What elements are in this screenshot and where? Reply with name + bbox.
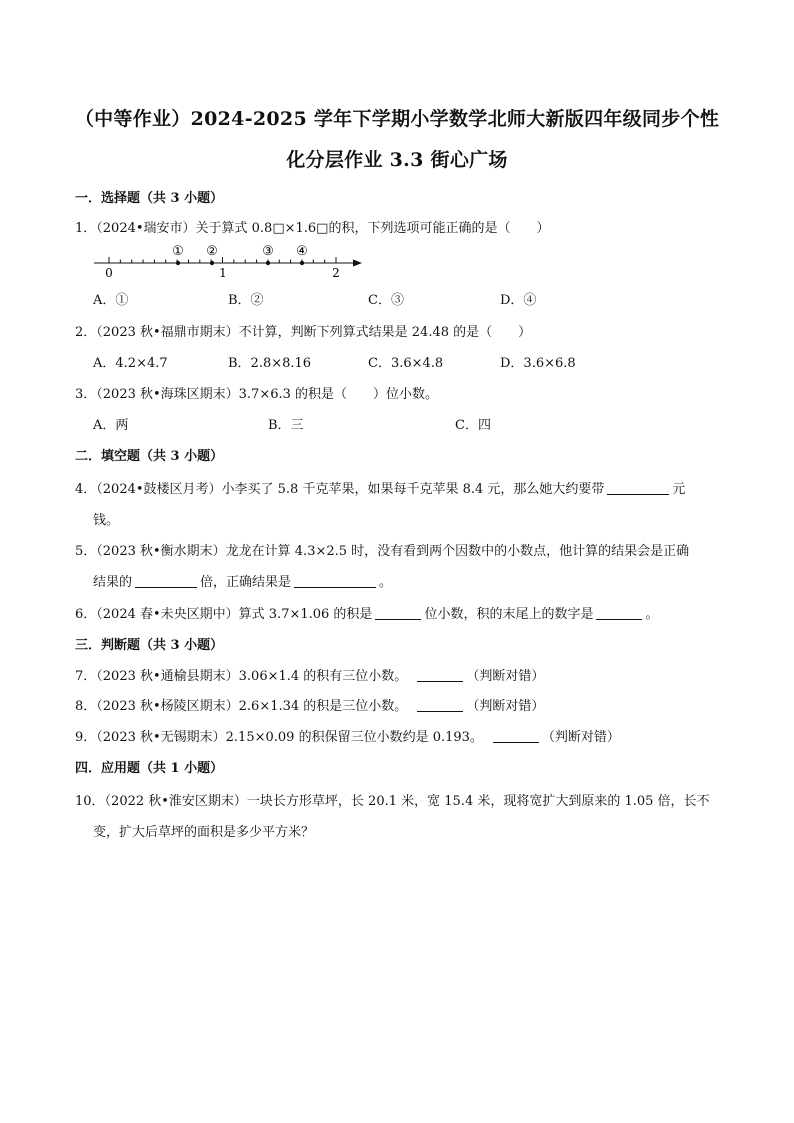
number-line-arrow xyxy=(353,260,362,267)
question-4-line1 xyxy=(75,478,685,497)
q8-text: 8．（2023 秋•杨陵区期末）2.6×1.34 的积是三位小数。 xyxy=(75,699,408,714)
q7-answer-blank[interactable] xyxy=(417,669,463,682)
section-heading-judge: 三．判断题（共 3 小题） xyxy=(75,638,224,653)
q2-option-b[interactable]: B．2.8×8.16 xyxy=(228,356,312,371)
number-line-marker-3: ③ xyxy=(262,244,274,259)
question-5-line2 xyxy=(93,571,392,590)
q6-text-a: 6．（2024 春•未央区期中）算式 3.7×1.06 的积是 xyxy=(75,607,373,622)
q7-suffix: （判断对错） xyxy=(466,669,545,684)
q5-answer-blank-1[interactable] xyxy=(135,575,197,588)
q9-answer-blank[interactable] xyxy=(493,730,539,743)
q3-option-a[interactable]: A．两 xyxy=(93,418,129,433)
q4-unit: 元 xyxy=(672,482,686,497)
number-line-label-2: 2 xyxy=(332,266,340,280)
document-title-line1: （中等作业）2024-2025 学年下学期小学数学北师大新版四年级同步个性 xyxy=(74,108,720,130)
q2-option-c[interactable]: C．3.6×4.8 xyxy=(368,356,444,371)
question-8-line xyxy=(75,695,544,714)
number-line-marker-1: ① xyxy=(172,244,184,259)
q4-text: 4．（2024•鼓楼区月考）小李买了 5.8 千克苹果，如果每千克苹果 8.4 元，那么她大约要带 xyxy=(75,482,605,497)
number-line-label-0: 0 xyxy=(105,266,113,280)
q6-text-b: 位小数，积的末尾上的数字是 xyxy=(424,607,594,622)
q5-text-c: 倍，正确结果是 xyxy=(200,575,292,590)
q3-option-c[interactable]: C．四 xyxy=(455,418,491,433)
number-line-marker-4: ④ xyxy=(296,244,308,259)
question-9-line xyxy=(75,726,620,745)
document-title-line2: 化分层作业 3.3 街心广场 xyxy=(286,149,508,171)
number-line-point-2 xyxy=(210,261,214,265)
question-4-line2: 钱。 xyxy=(93,513,120,528)
question-10-line2: 变，扩大后草坪的面积是多少平方米？ xyxy=(93,825,315,840)
q6-text-c: 。 xyxy=(645,607,659,622)
number-line-point-3 xyxy=(266,261,270,265)
q1-option-d[interactable]: D．④ xyxy=(500,293,537,308)
section-heading-application: 四．应用题（共 1 小题） xyxy=(75,761,224,776)
section-heading-fill: 二．填空题（共 3 小题） xyxy=(75,449,224,464)
q5-text-d: 。 xyxy=(379,575,393,590)
number-line-figure xyxy=(90,240,370,280)
number-line-marker-2: ② xyxy=(206,244,218,259)
q1-option-a[interactable]: A．① xyxy=(93,293,129,308)
q2-option-a[interactable]: A．4.2×4.7 xyxy=(93,356,168,371)
q8-suffix: （判断对错） xyxy=(466,699,545,714)
question-5-line1: 5．（2023 秋•衡水期末）龙龙在计算 4.3×2.5 时，没有看到两个因数中的小数点，他计算的结果会是正确 xyxy=(75,544,690,559)
q6-answer-blank-1[interactable] xyxy=(375,607,421,620)
q1-option-c[interactable]: C．③ xyxy=(368,293,404,308)
q1-option-b[interactable]: B．② xyxy=(228,293,264,308)
number-line-point-4 xyxy=(300,261,304,265)
q8-answer-blank[interactable] xyxy=(417,699,463,712)
question-3-text: 3．（2023 秋•海珠区期末）3.7×6.3 的积是（ ）位小数。 xyxy=(75,387,439,402)
q5-answer-blank-2[interactable] xyxy=(294,575,376,588)
q5-text-b: 结果的 xyxy=(93,575,133,590)
q3-option-b[interactable]: B．三 xyxy=(268,418,304,433)
question-6-line xyxy=(75,603,658,622)
section-heading-choice: 一．选择题（共 3 小题） xyxy=(75,191,224,206)
number-line-label-1: 1 xyxy=(219,266,227,280)
number-line-point-1 xyxy=(176,261,180,265)
question-1-text: 1．（2024•瑞安市）关于算式 0.8□×1.6□的积，下列选项可能正确的是（ ） xyxy=(75,221,550,236)
question-7-line xyxy=(75,665,544,684)
question-2-text: 2．（2023 秋•福鼎市期末）不计算，判断下列算式结果是 24.48 的是（ ） xyxy=(75,325,532,340)
q6-answer-blank-2[interactable] xyxy=(596,607,642,620)
q9-suffix: （判断对错） xyxy=(541,730,620,745)
q9-text: 9．（2023 秋•无锡期末）2.15×0.09 的积保留三位小数约是 0.193。 xyxy=(75,730,483,745)
q4-answer-blank[interactable] xyxy=(607,482,669,495)
question-10-line1: 10．（2022 秋•淮安区期末）一块长方形草坪，长 20.1 米，宽 15.4 米，现将宽扩大到原来的 1.05 倍，长不 xyxy=(75,794,710,809)
q2-option-d[interactable]: D．3.6×6.8 xyxy=(500,356,576,371)
q7-text: 7．（2023 秋•通榆县期末）3.06×1.4 的积有三位小数。 xyxy=(75,669,408,684)
